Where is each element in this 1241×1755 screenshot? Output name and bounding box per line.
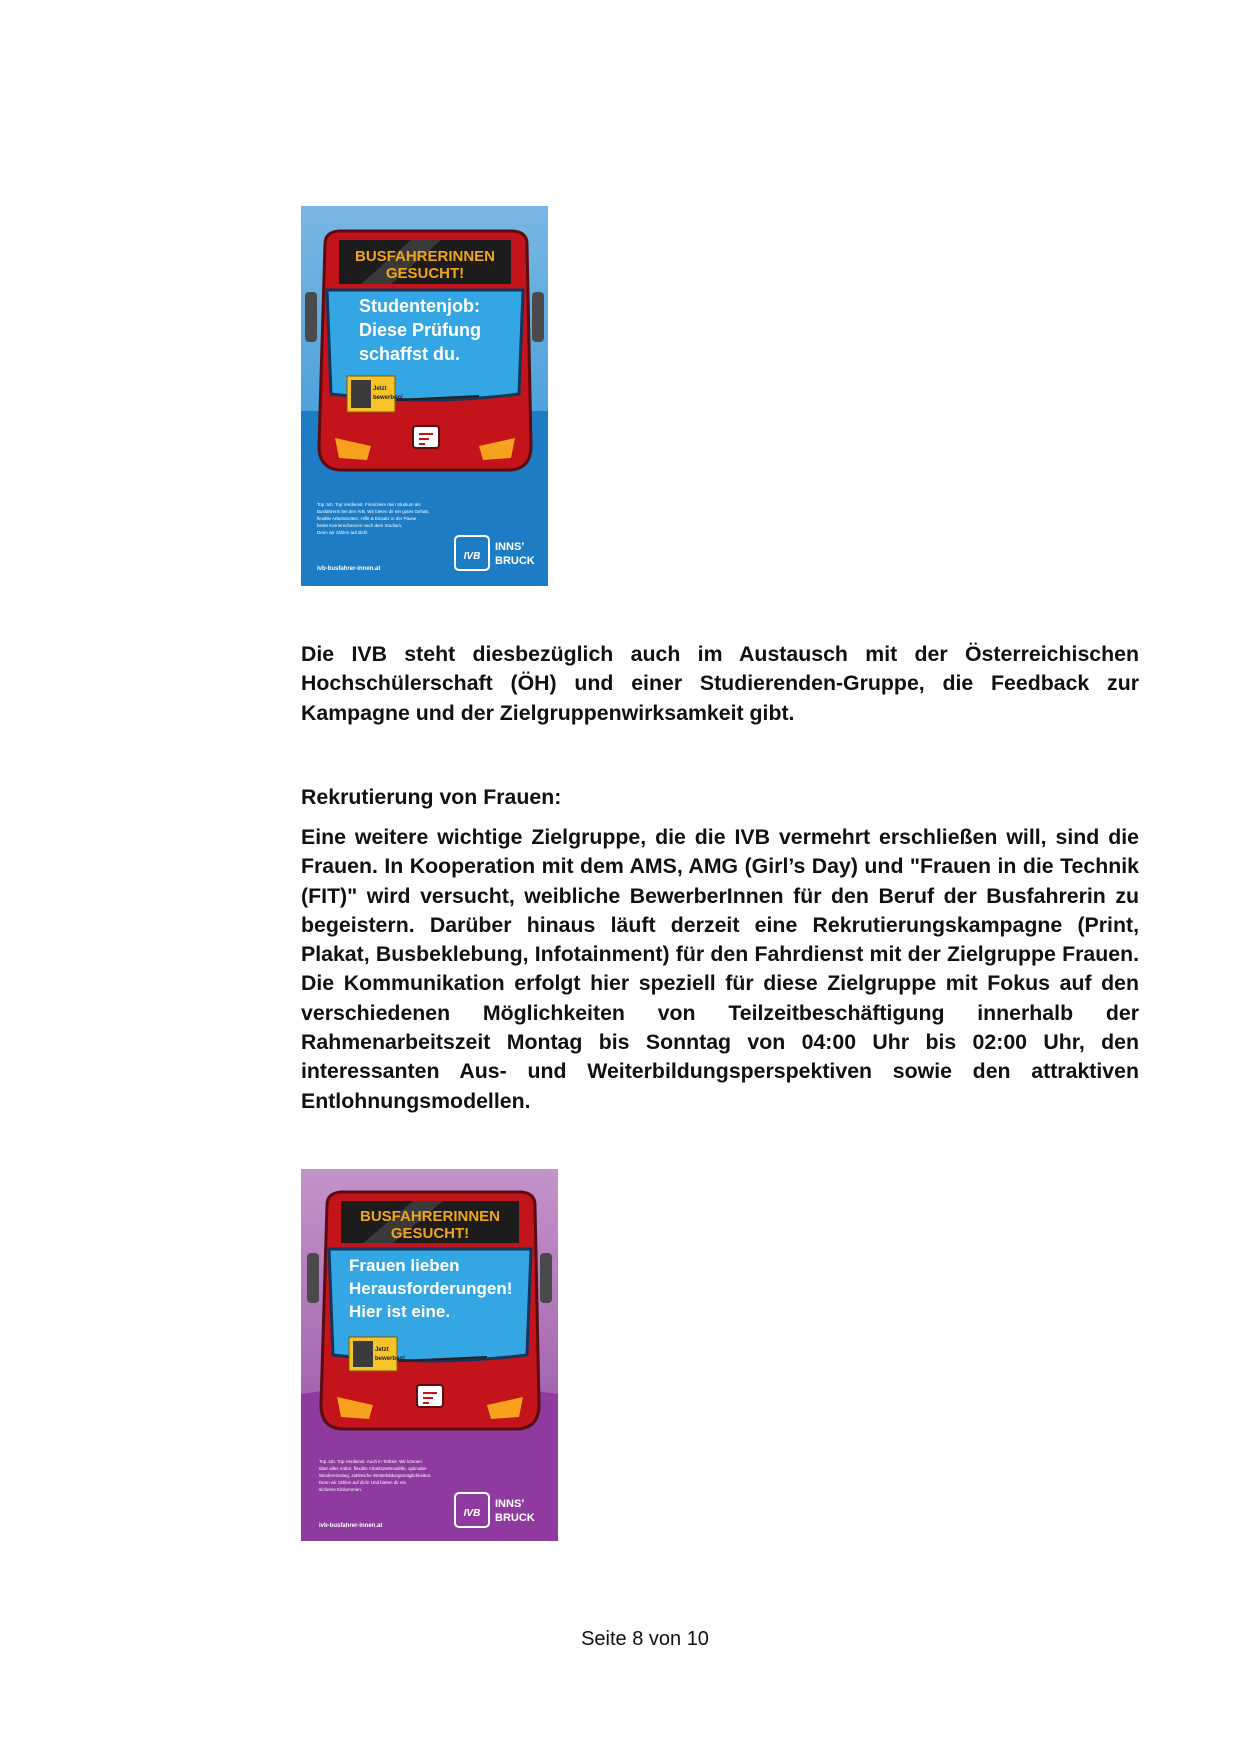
cta-line2: bewerben! (373, 395, 404, 401)
page-number: Seite 8 von 10 (581, 1628, 709, 1650)
windshield-line-3: Hier ist eine. (349, 1302, 451, 1321)
poster-body-line-5: Denn wir zählen auf dich! (317, 530, 368, 535)
qr-code-icon (351, 380, 371, 408)
poster-illustration (301, 1169, 558, 1541)
poster-body-line-5: sicheres Einkommen. (319, 1487, 363, 1492)
windshield-line-1: Frauen lieben (349, 1256, 460, 1275)
poster-body-line-4: beste Karrierechancen nach dem Studium. (317, 523, 403, 528)
logo-ivb-text: IVB (463, 1508, 481, 1519)
poster-body-line-1: Top Job. Top Verdienst. Finanziere dein Studium als (317, 502, 421, 507)
ivb-emblem-icon (413, 426, 439, 448)
windshield-line-2: Herausforderungen! (349, 1279, 513, 1298)
logo-ivb-text: IVB (463, 551, 481, 562)
cta-line2: bewerben! (375, 1356, 406, 1362)
campaign-poster-women (301, 1169, 558, 1541)
poster-body-line-2: über alles reden: flexible Arbeitszeitmodelle, optimaler (319, 1466, 427, 1471)
bus-destination-line2: GESUCHT! (385, 265, 465, 282)
poster-body-line-2: BusfahrerIn bei den IVB. Wir bieten dir ein gutes Gehalt, (317, 509, 430, 514)
windshield-line-1: Studentenjob: (359, 296, 480, 316)
paragraph-women-recruitment: Eine weitere wichtige Zielgruppe, die die IVB vermehrt erschließen will, sind die Frauen. In Kooperation mit dem AMS, AMG (Girl’s Day) und "Frauen in die Technik (FIT)" wird versucht, weibliche BewerberInnen für den Beruf der Busfahrerin zu begeistern. Darüber hinaus läuft derzeit eine Rekrutierungskampagne (Print, Plakat, Busbeklebung, Infotainment) für den Fahrdienst mit der Zielgruppe Frauen. Die Kommunikation erfolgt hier speziell für diese Zielgruppe mit Fokus auf den verschiedenen Möglichkeiten von Teilzeitbeschäftigung innerhalb der Rahmenarbeitszeit Montag bis Sonntag von 04:00 Uhr bis 02:00 Uhr, den interessanten Aus- und Weiterbildungsperspektiven sowie den attraktiven Entlohnungsmodellen. (301, 825, 1139, 1113)
logo-inns-text: INNS’ (495, 541, 525, 553)
poster-body-line-3: flexible Arbeitszeiten, Hilfe & Einsatz in der Pause (317, 516, 417, 521)
windshield-line-3: schaffst du. (359, 344, 461, 364)
poster-body-line-1: Top Job. Top Verdienst. Auch in Teilzeit. Wir können (319, 1459, 422, 1464)
section-heading-women: Rekrutierung von Frauen: (301, 785, 562, 809)
poster-body-line-3: Wiedereinstieg, zahlreiche Weiterbildungsmöglichkeiten. (319, 1473, 432, 1478)
poster-body-line-4: Denn wir zählen auf dich! Und bieten dir ein (319, 1480, 407, 1485)
logo-inns-text: INNS’ (495, 1498, 525, 1510)
paragraph-oeh-exchange: Die IVB steht diesbezüglich auch im Austausch mit der Österreichischen Hochschülerschaft (ÖH) und einer Studierenden-Gruppe, die Feedback zur Kampagne und der Zielgruppenwirksamkeit gibt. (301, 642, 1139, 725)
logo-bruck-text: BRUCK (495, 555, 535, 567)
windshield-line-2: Diese Prüfung (359, 320, 482, 340)
logo-bruck-text: BRUCK (495, 1512, 535, 1524)
campaign-poster-students (301, 206, 548, 586)
bus-destination-line2: GESUCHT! (390, 1225, 470, 1242)
cta-line1: Jetzt (375, 1347, 389, 1353)
cta-line1: Jetzt (373, 386, 387, 392)
qr-code-icon (353, 1341, 373, 1367)
ivb-emblem-icon (417, 1385, 443, 1407)
bus-destination-line1: BUSFAHRERINNEN (354, 248, 496, 265)
poster-url: ivb-busfahrer-innen.at (317, 566, 381, 572)
poster-illustration (301, 206, 548, 586)
bus-destination-line1: BUSFAHRERINNEN (359, 1208, 501, 1225)
poster-url: ivb-busfahrer-innen.at (319, 1523, 383, 1529)
